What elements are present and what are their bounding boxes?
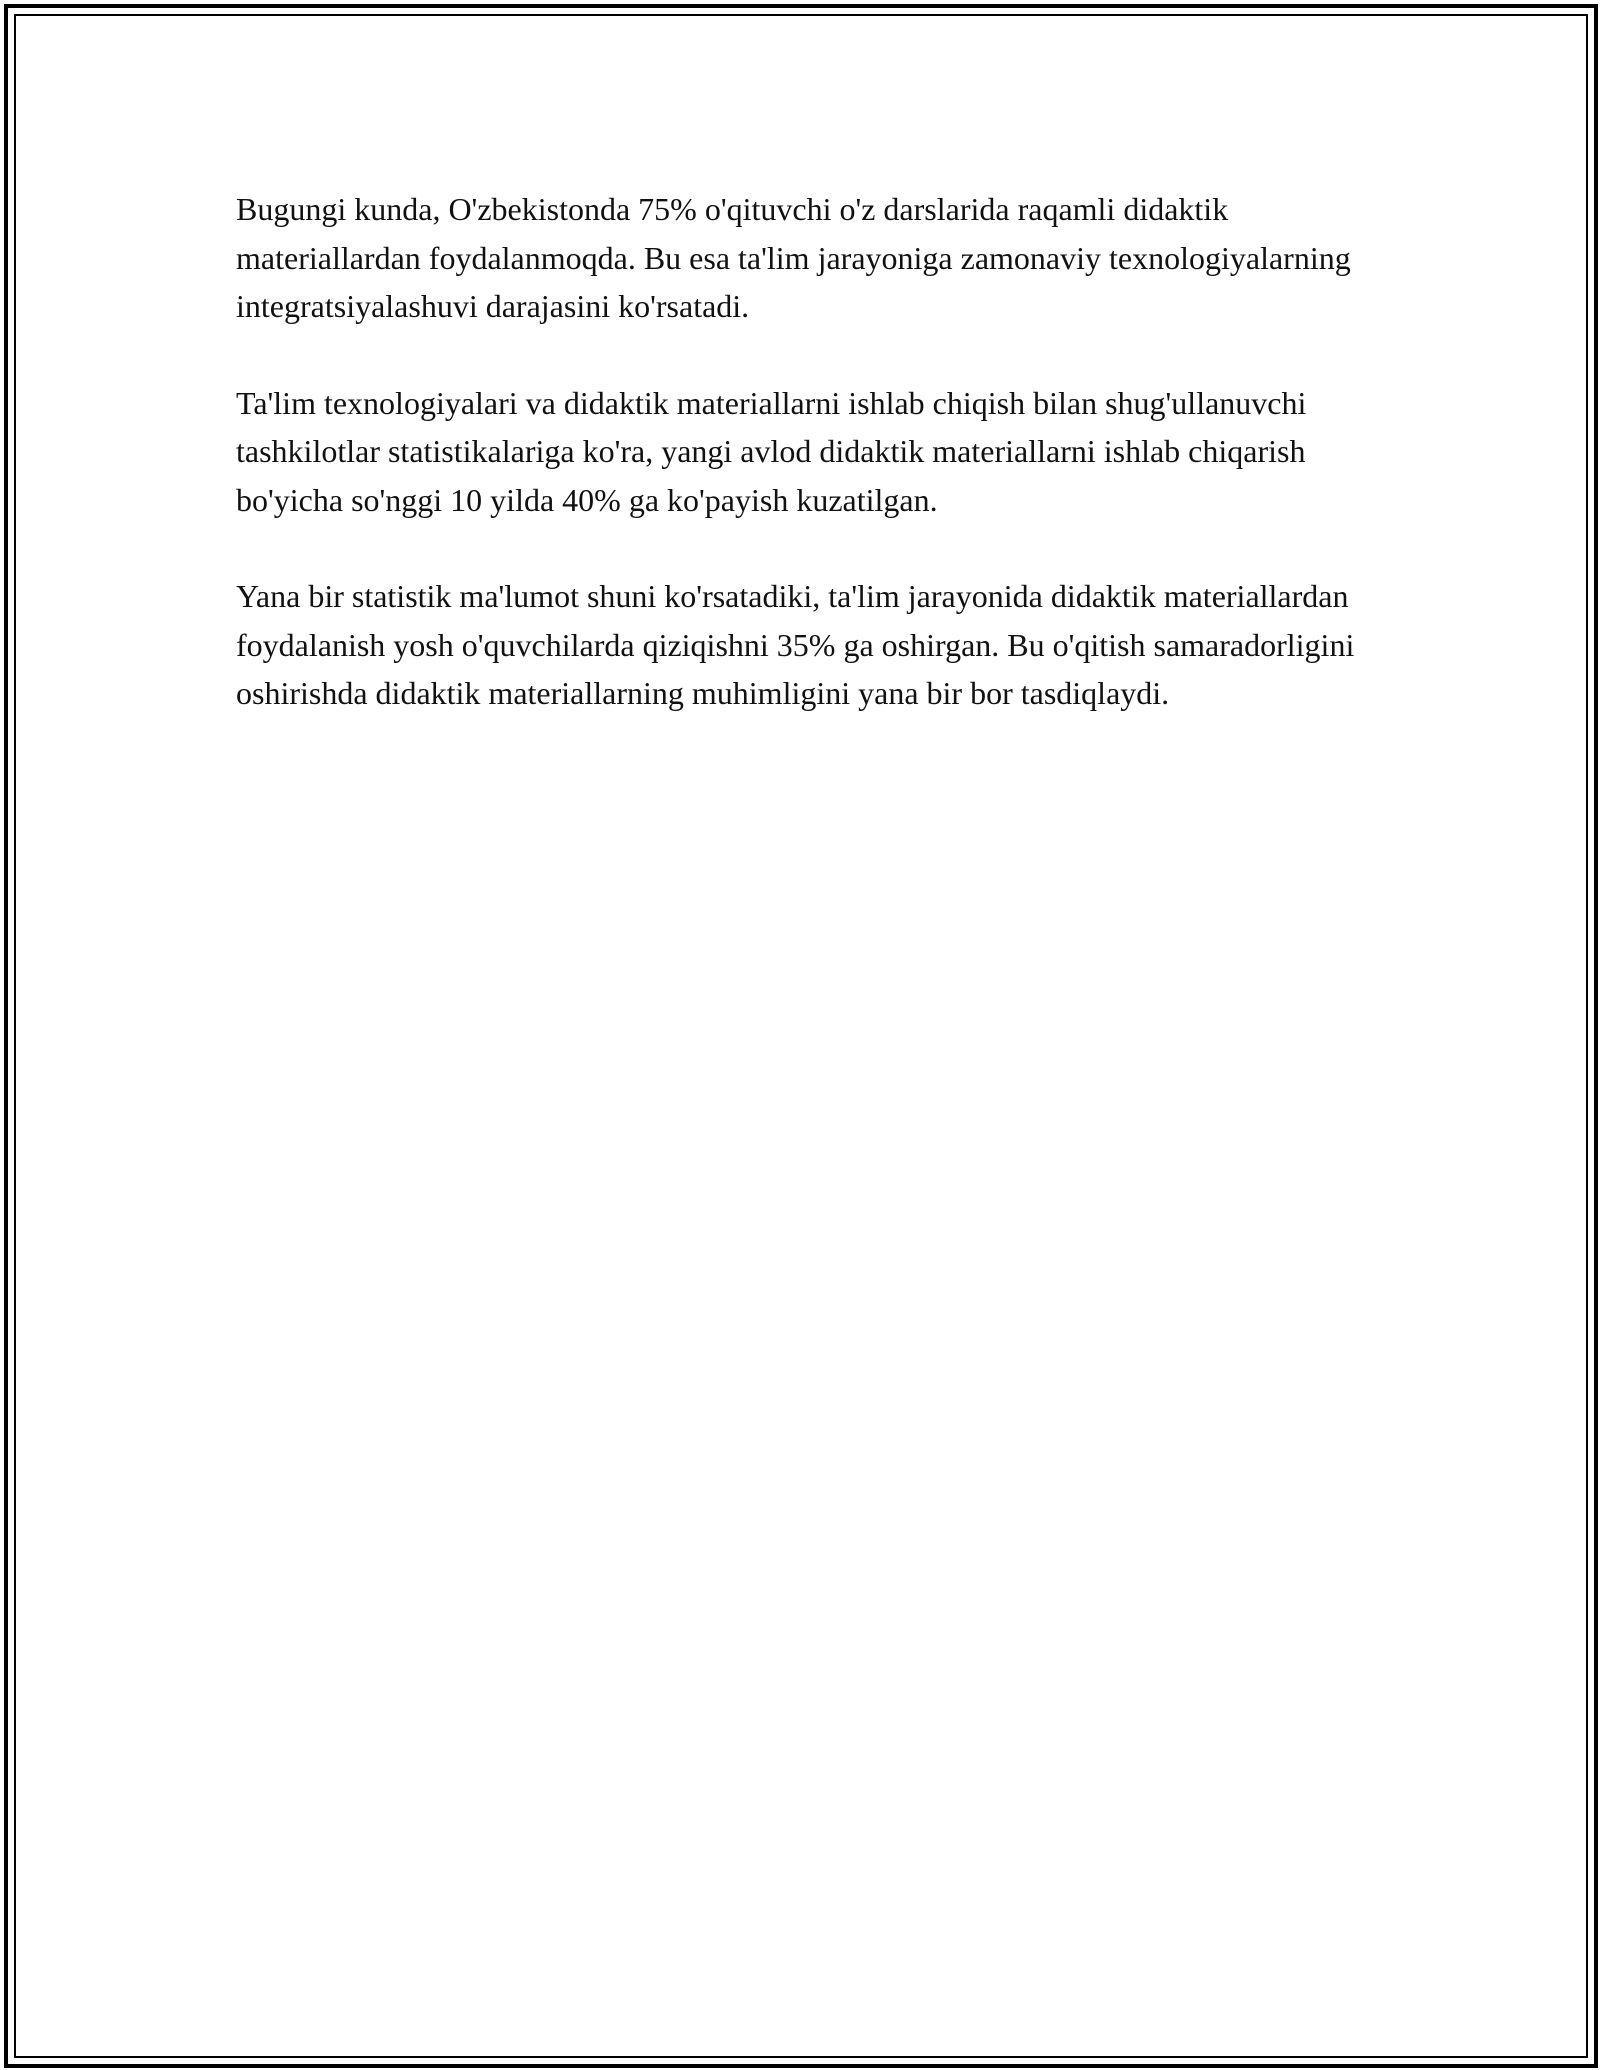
paragraph-1: Bugungi kunda, O'zbekistonda 75% o'qituvchi o'z darslarida raqamli didaktik materiallardan foydalanmoqda. Bu esa ta'lim jarayoniga zamonaviy texnologiyalarning integratsiyalashuvi darajasini ko'rsatadi.: [236, 191, 1351, 324]
paragraph-2: Ta'lim texnologiyalari va didaktik materiallarni ishlab chiqish bilan shug'ullanuvchi tashkilotlar statistikalariga ko'ra, yangi avlod didaktik materiallarni ishlab chiqarish bo'yicha so'nggi 10 yilda 40% ga ko'payish kuzatilgan.: [236, 384, 1307, 518]
paragraph-3: Yana bir statistik ma'lumot shuni ko'rsatadiki, ta'lim jarayonida didaktik materiallardan foydalanish yosh o'quvchilarda qiziqishni 35% ga oshirgan. Bu o'qitish samaradorligini oshirishda didaktik materiallarning muhimligini yana bir bor tasdiqlaydi.: [236, 578, 1355, 711]
document-body: [236, 185, 1376, 766]
